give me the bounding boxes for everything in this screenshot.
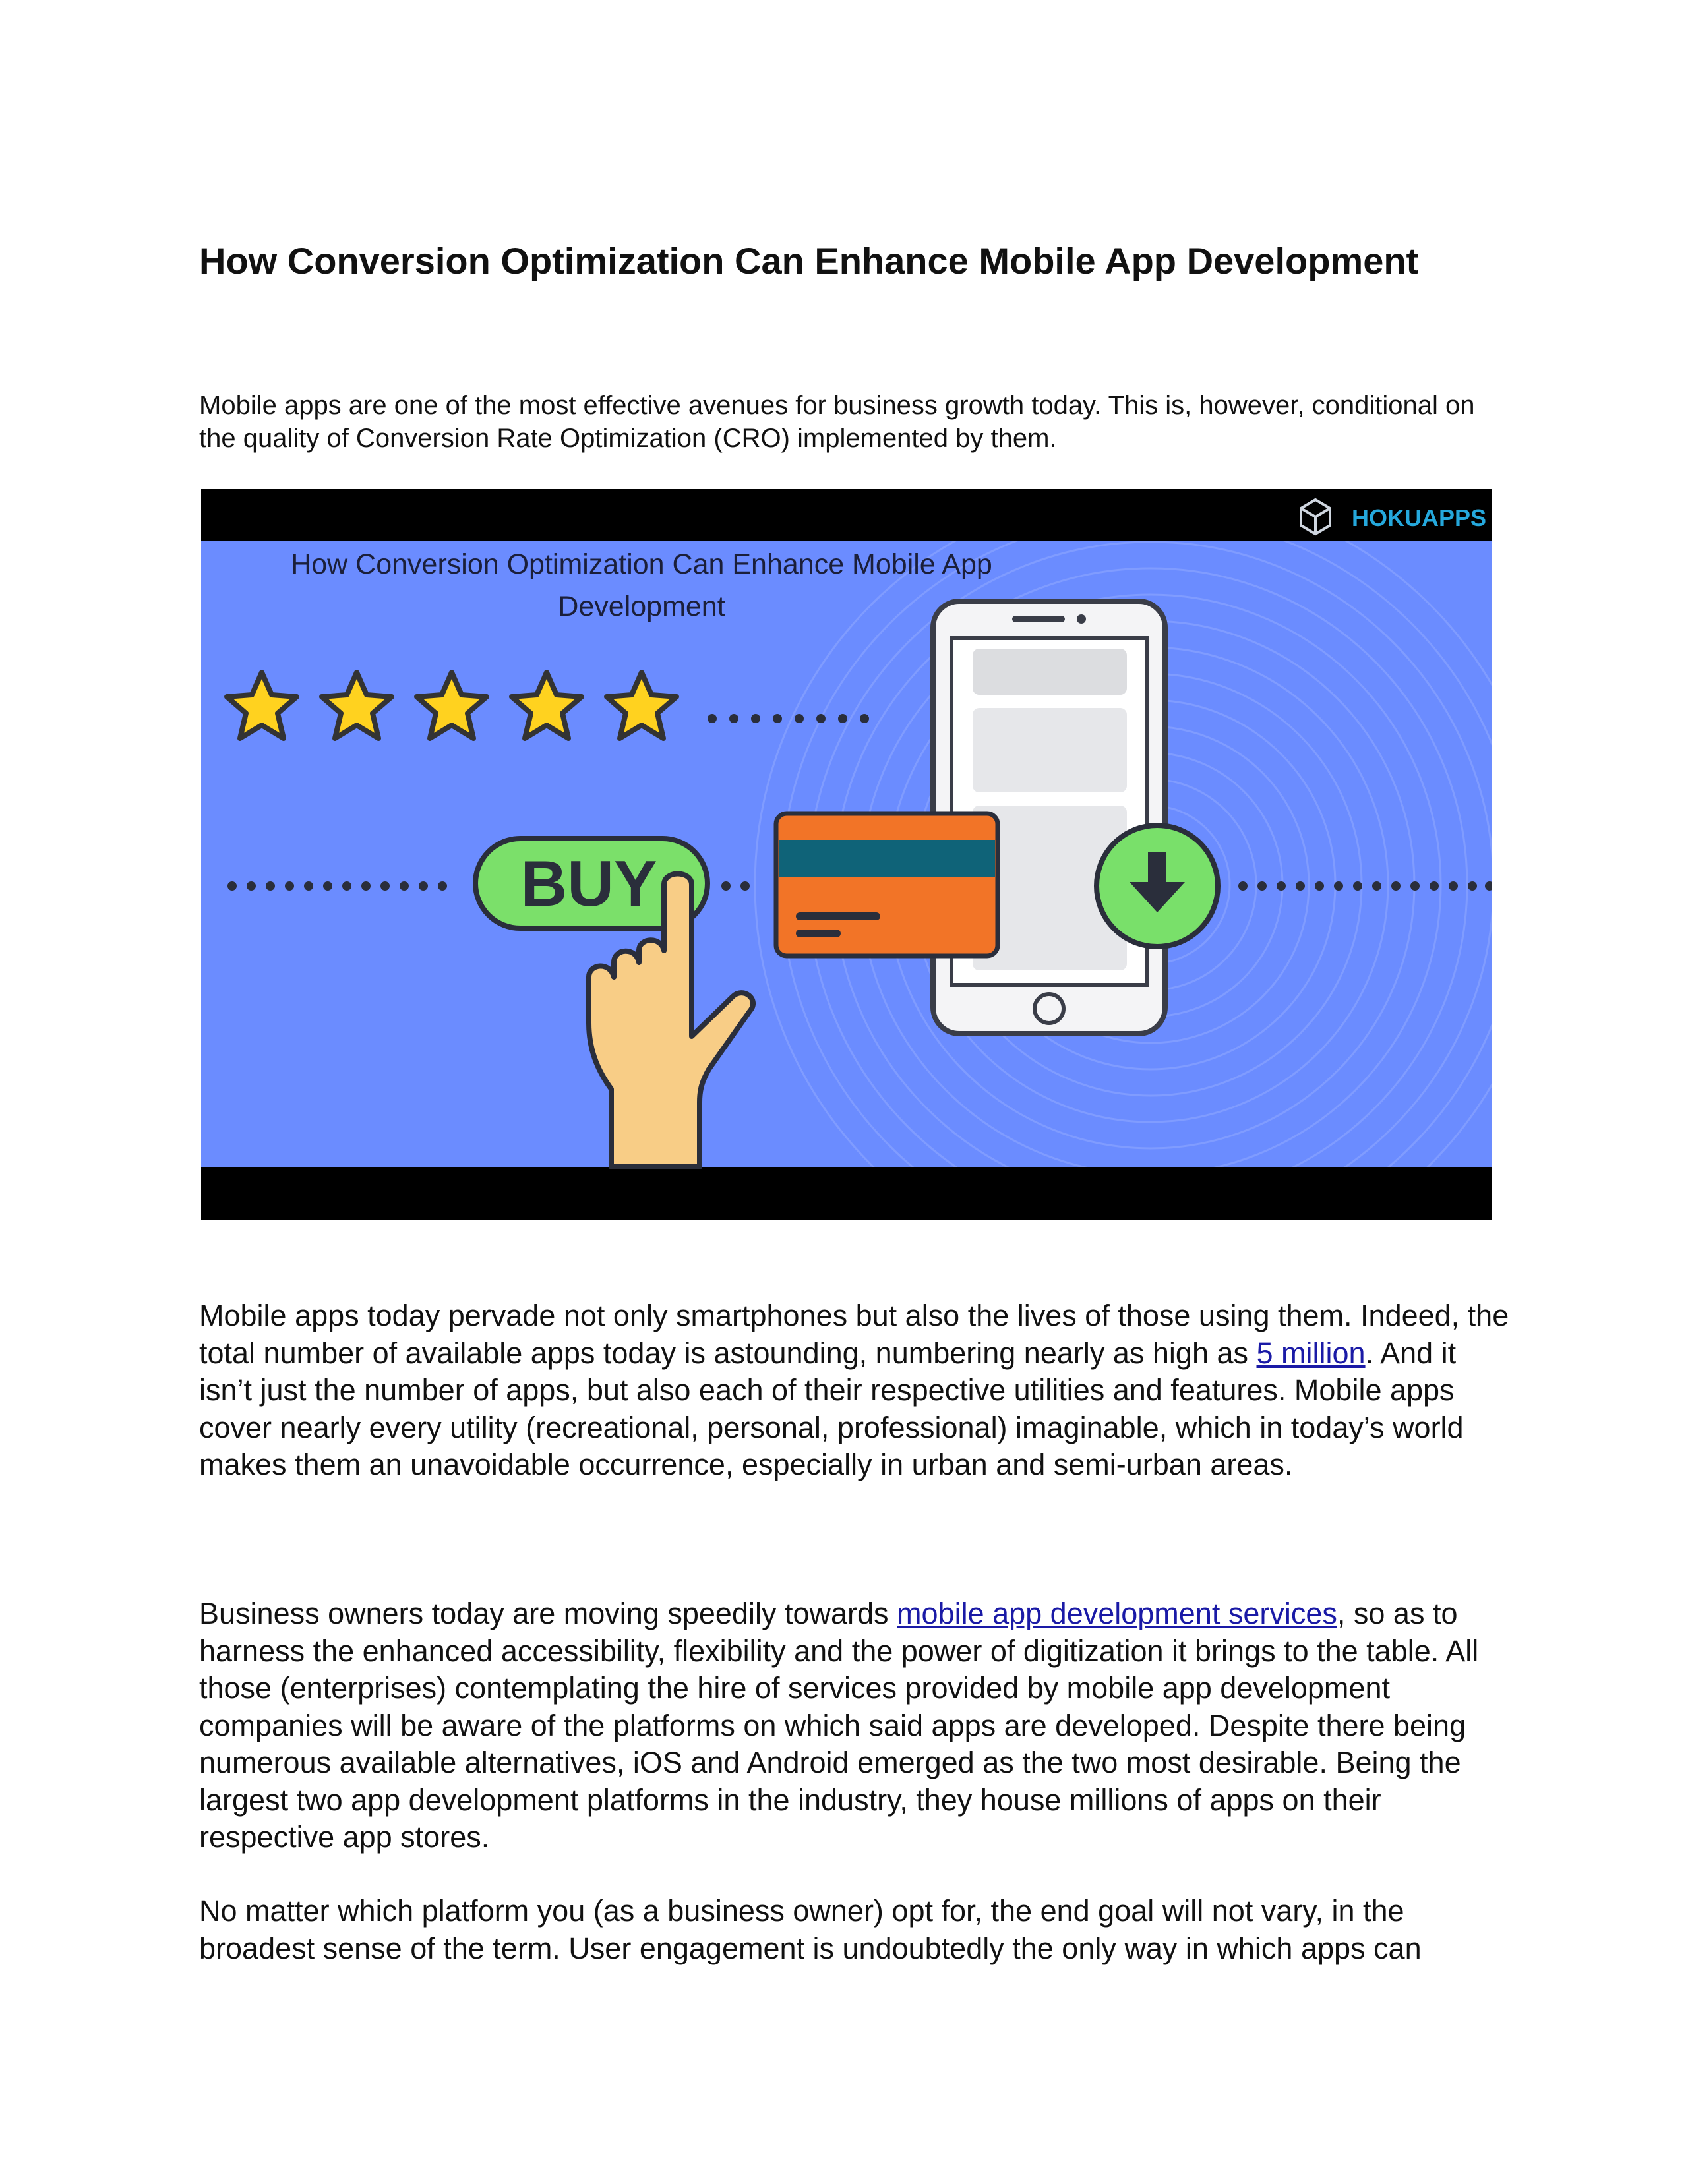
mobile-app-development-services-link[interactable]: mobile app development services xyxy=(897,1597,1337,1630)
paragraph-text: . And it isn’t just the number of apps, but also each of their respective utilities and features. Mobile apps cover nearly every utility (recreational, personal, professional) imaginable, which in today’s world makes them an unavoidable occurrence, especially in urban and semi-urban areas. xyxy=(199,1336,1464,1481)
hero-heading-line1: How Conversion Optimization Can Enhance Mobile App xyxy=(291,548,992,580)
brand-name: HOKUAPPS xyxy=(1352,504,1487,531)
paragraph-text: Mobile apps today pervade not only smartphones but also the lives of those using them. Indeed, the total number of available apps today is astounding, numbering nearly as high as xyxy=(199,1299,1509,1370)
hero-image xyxy=(201,489,1492,1220)
hero-heading-line2: Development xyxy=(558,591,725,622)
document-title: How Conversion Optimization Can Enhance Mobile App Development xyxy=(199,240,1419,281)
hero-bottom-band xyxy=(201,1167,1492,1220)
buy-label: BUY xyxy=(520,847,657,920)
paragraph-text: Business owners today are moving speedily towards xyxy=(199,1597,897,1630)
intro-paragraph: Mobile apps are one of the most effective avenues for business growth today. This is, however, conditional on the quality of Conversion Rate Optimization (CRO) implemented by them. xyxy=(199,391,1475,453)
paragraph-platform-goal: No matter which platform you (as a business owner) opt for, the end goal will not vary, in the broadest sense of the term. User engagement is undoubtedly the only way in which apps can xyxy=(199,1894,1422,1965)
paragraph-text: , so as to harness the enhanced accessibility, flexibility and the power of digitization it brings to the table. All those (enterprises) contemplating the hire of services provided by mobile app development companies will be aware of the platforms on which said apps are developed. Despite there being numerous available alternatives, iOS and Android emerged as the two most desirable. Being the largest two app development platforms in the industry, they house millions of apps on their respective app stores. xyxy=(199,1597,1479,1854)
hero-top-band xyxy=(201,489,1492,541)
paragraph-apps-pervade xyxy=(199,1297,1511,1484)
paragraph-business-owners xyxy=(199,1595,1511,1856)
credit-card-icon xyxy=(776,813,998,956)
five-million-link[interactable]: 5 million xyxy=(1256,1336,1366,1370)
download-arrow-icon xyxy=(1097,825,1218,947)
